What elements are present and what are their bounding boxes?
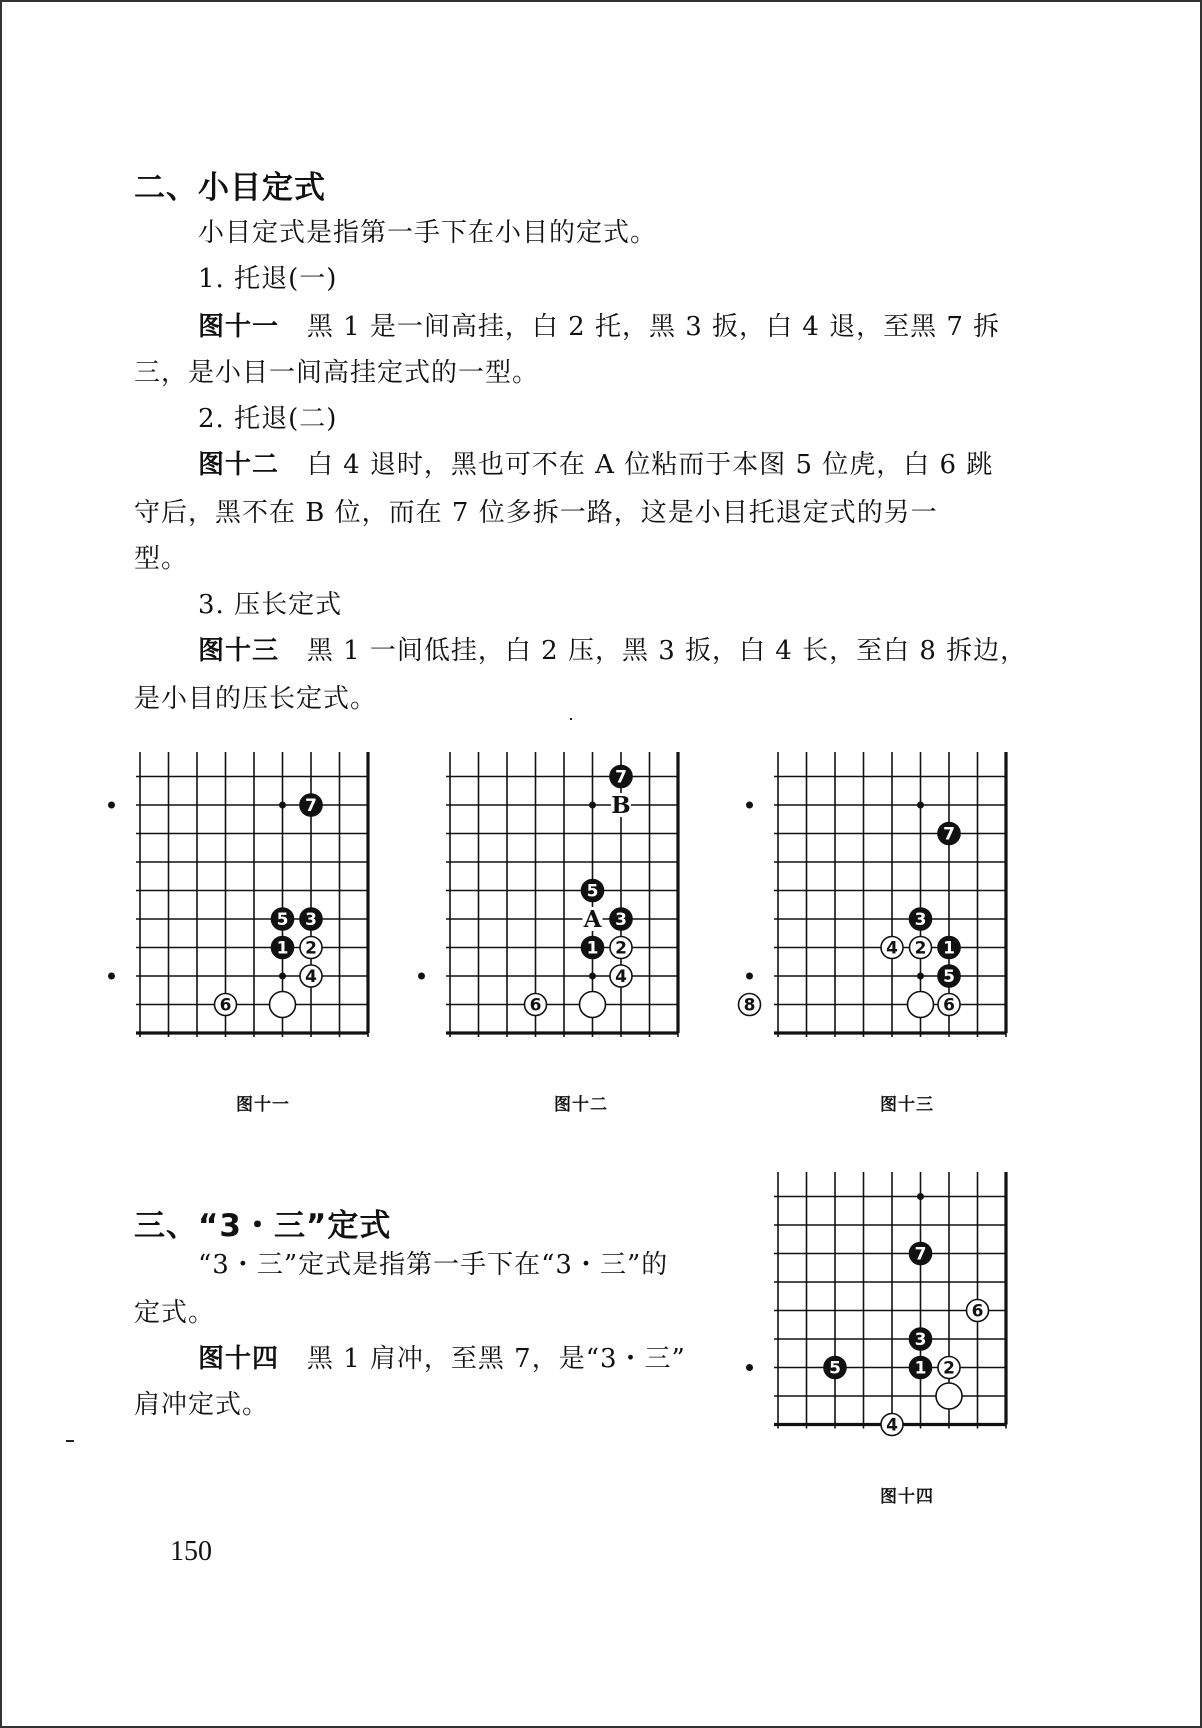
scan-speck — [570, 718, 572, 720]
stone-number-1: 1 — [914, 1358, 927, 1379]
stone-number-2: 2 — [943, 1358, 955, 1379]
stone-number-5: 5 — [586, 881, 599, 902]
position-mark-B: B — [611, 792, 631, 819]
board-grid — [136, 752, 368, 1037]
board-grid — [774, 752, 1006, 1037]
stone-number-2: 2 — [305, 938, 317, 959]
stone-number-1: 1 — [943, 938, 955, 959]
stone-number-5: 5 — [276, 910, 289, 930]
board-grid — [774, 1172, 1006, 1429]
fig12-text: 白 4 退时，黑也可不在 A 位粘而于本图 5 位虎，白 6 跳 — [306, 450, 994, 480]
subheading-2: 2. 托退(二) — [198, 404, 338, 434]
stone-number-6: 6 — [219, 995, 232, 1016]
star-point — [746, 802, 753, 809]
stone-number-5: 5 — [943, 967, 955, 987]
star-point — [746, 1364, 753, 1371]
stone-number-6: 6 — [529, 995, 542, 1016]
fig12-caption: 图十二 — [554, 1095, 608, 1115]
fig13-label: 图十三 — [198, 636, 280, 666]
scan-speck — [66, 1440, 74, 1442]
fig14-label: 图十四 — [198, 1344, 280, 1374]
fig11-paragraph-line-2: 三，是小目一间高挂定式的一型。 — [134, 358, 540, 388]
star-point — [279, 802, 286, 809]
fig11-caption: 图十一 — [236, 1095, 290, 1115]
stone-number-1: 1 — [276, 938, 289, 959]
stone-number-4: 4 — [886, 938, 898, 959]
star-point — [108, 973, 115, 980]
stone-number-4: 4 — [886, 1415, 898, 1436]
fig13-text: 黑 1 一间低挂，白 2 压，黑 3 扳，白 4 长，至白 8 拆边， — [306, 636, 1028, 666]
fig12-paragraph-line-1 — [198, 448, 993, 482]
star-point — [917, 1193, 924, 1200]
go-diagram-fig14 — [774, 1172, 1050, 1448]
stone-number-7: 7 — [943, 824, 955, 845]
fig14-text: 黑 1 肩冲，至黑 7，是“3・三” — [306, 1344, 686, 1374]
fig13-caption: 图十三 — [880, 1095, 934, 1115]
subheading-1: 1. 托退(一) — [198, 264, 338, 294]
stone-number-7: 7 — [615, 767, 627, 788]
stone-number-7: 7 — [305, 796, 317, 816]
go-diagram-fig12 — [446, 752, 722, 1058]
go-diagram-fig13 — [743, 752, 1050, 1058]
stone-number-6: 6 — [943, 995, 955, 1016]
stone-number-3: 3 — [615, 910, 627, 930]
star-point — [746, 973, 753, 980]
stone-number-2: 2 — [615, 938, 627, 959]
section-3-heading: 三、“3・三”定式 — [134, 1208, 392, 1244]
position-mark-A: A — [583, 906, 602, 933]
section-3-line-2: 定式。 — [134, 1298, 216, 1328]
stone-number-1: 1 — [586, 938, 599, 959]
fig12-paragraph-line-3: 型。 — [134, 544, 189, 574]
stone-number-7: 7 — [914, 1244, 927, 1265]
fig13-paragraph-line-1 — [198, 634, 1027, 668]
page-number: 150 — [170, 1536, 212, 1567]
white-stone — [270, 992, 296, 1018]
star-point — [418, 973, 425, 980]
fig12-label: 图十二 — [198, 450, 280, 480]
stone-number-8: 8 — [743, 995, 756, 1016]
fig12-paragraph-line-2: 守后，黑不在 B 位，而在 7 位多拆一路，这是小目托退定式的另一 — [134, 498, 938, 528]
white-stone — [580, 992, 606, 1018]
stone-number-6: 6 — [971, 1301, 984, 1322]
star-point — [108, 802, 115, 809]
white-stone — [908, 992, 934, 1018]
section-3-line-1: “3・三”定式是指第一手下在“3・三”的 — [198, 1250, 669, 1280]
star-point — [589, 802, 596, 809]
fig11-paragraph-line-1 — [198, 310, 1000, 344]
star-point — [279, 973, 286, 980]
subheading-3: 3. 压长定式 — [198, 590, 343, 620]
stone-number-3: 3 — [914, 910, 927, 930]
stone-number-4: 4 — [615, 967, 627, 987]
star-point — [589, 973, 596, 980]
stone-number-2: 2 — [914, 938, 927, 959]
stone-number-3: 3 — [305, 910, 317, 930]
section-2-intro: 小目定式是指第一手下在小目的定式。 — [198, 218, 658, 248]
stone-number-4: 4 — [305, 967, 317, 987]
stone-number-5: 5 — [829, 1358, 841, 1379]
fig13-paragraph-line-2: 是小目的压长定式。 — [134, 684, 378, 714]
board-grid — [446, 752, 678, 1037]
fig14-caption: 图十四 — [880, 1487, 934, 1507]
star-point — [917, 802, 924, 809]
fig14-paragraph-line-2: 肩冲定式。 — [134, 1390, 270, 1420]
fig11-label: 图十一 — [198, 312, 280, 342]
white-stone — [936, 1383, 962, 1409]
fig14-paragraph-line-1 — [198, 1342, 686, 1376]
fig11-text: 黑 1 是一间高挂，白 2 托，黑 3 扳，白 4 退，至黑 7 拆 — [306, 312, 1001, 342]
stone-number-3: 3 — [914, 1330, 927, 1350]
star-point — [917, 973, 924, 980]
section-2-heading: 二、小目定式 — [134, 170, 326, 206]
go-diagram-fig11 — [136, 752, 412, 1058]
